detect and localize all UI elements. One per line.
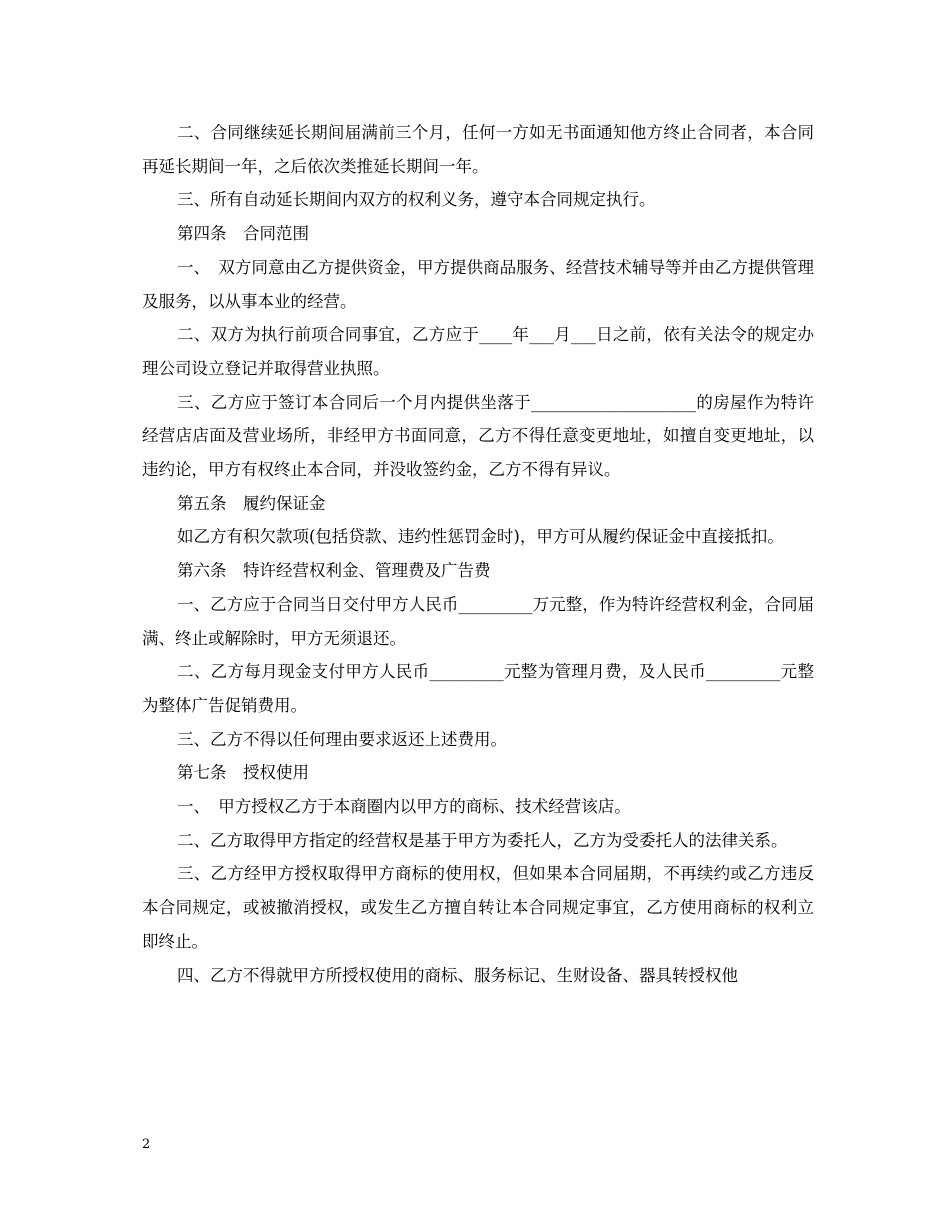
paragraph-4: 一、 双方同意由乙方提供资金，甲方提供商品服务、经营技术辅导等并由乙方提供管理及服务，以从事本业的经营。 — [142, 257, 814, 311]
paragraph-6: 三、乙方应于签订本合同后一个月内提供坐落于____________________的房屋作为特许经营店店面及营业场所，非经甲方书面同意，乙方不得任意变更地址，如擅自变更地址，以违约论，甲方有权终止本合同，并没收签约金，乙方不得有异议。 — [142, 392, 814, 480]
article-7-heading: 第七条 授权使用 — [177, 763, 309, 783]
page-number: 2 — [142, 1137, 151, 1152]
paragraph-5: 二、双方为执行前项合同事宜，乙方应于____年___月___日之前，依有关法令的规定办理公司设立登记并取得营业执照。 — [142, 325, 814, 378]
document-body — [142, 116, 814, 992]
paragraph-12: 三、乙方不得以任何理由要求返还上述费用。 — [177, 729, 507, 749]
paragraph-11: 二、乙方每月现金支付甲方人民币_________元整为管理月费，及人民币_________元整为整体广告促销费用。 — [142, 662, 814, 715]
article-5-heading: 第五条 履约保证金 — [177, 493, 326, 513]
paragraph-14: 一、 甲方授权乙方于本商圈内以甲方的商标、技术经营该店。 — [177, 797, 631, 817]
paragraph-2: 三、所有自动延长期间内双方的权利义务，遵守本合同规定执行。 — [177, 190, 656, 210]
paragraph-17: 四、乙方不得就甲方所授权使用的商标、服务标记、生财设备、器具转授权他 — [177, 965, 738, 985]
paragraph-15: 二、乙方取得甲方指定的经营权是基于甲方为委托人，乙方为受委托人的法律关系。 — [177, 830, 788, 850]
paragraph-10: 一、乙方应于合同当日交付甲方人民币_________万元整，作为特许经营权利金，合同届满、终止或解除时，甲方无须退还。 — [142, 594, 814, 648]
paragraph-1: 二、合同继续延长期间届满前三个月，任何一方如无书面通知他方终止合同者，本合同再延长期间一年，之后依次类推延长期间一年。 — [142, 123, 814, 176]
paragraph-16: 三、乙方经甲方授权取得甲方商标的使用权，但如果本合同届期，不再续约或乙方违反本合同规定，或被撤消授权，或发生乙方擅自转让本合同规定事宜，乙方使用商标的权利立即终止。 — [142, 864, 814, 951]
article-6-heading: 第六条 特许经营权利金、管理费及广告费 — [177, 561, 491, 581]
article-4-heading: 第四条 合同范围 — [177, 224, 309, 244]
paragraph-8: 如乙方有积欠款项(包括贷款、违约性惩罚金时)，甲方可从履约保证金中直接抵扣。 — [177, 527, 784, 547]
